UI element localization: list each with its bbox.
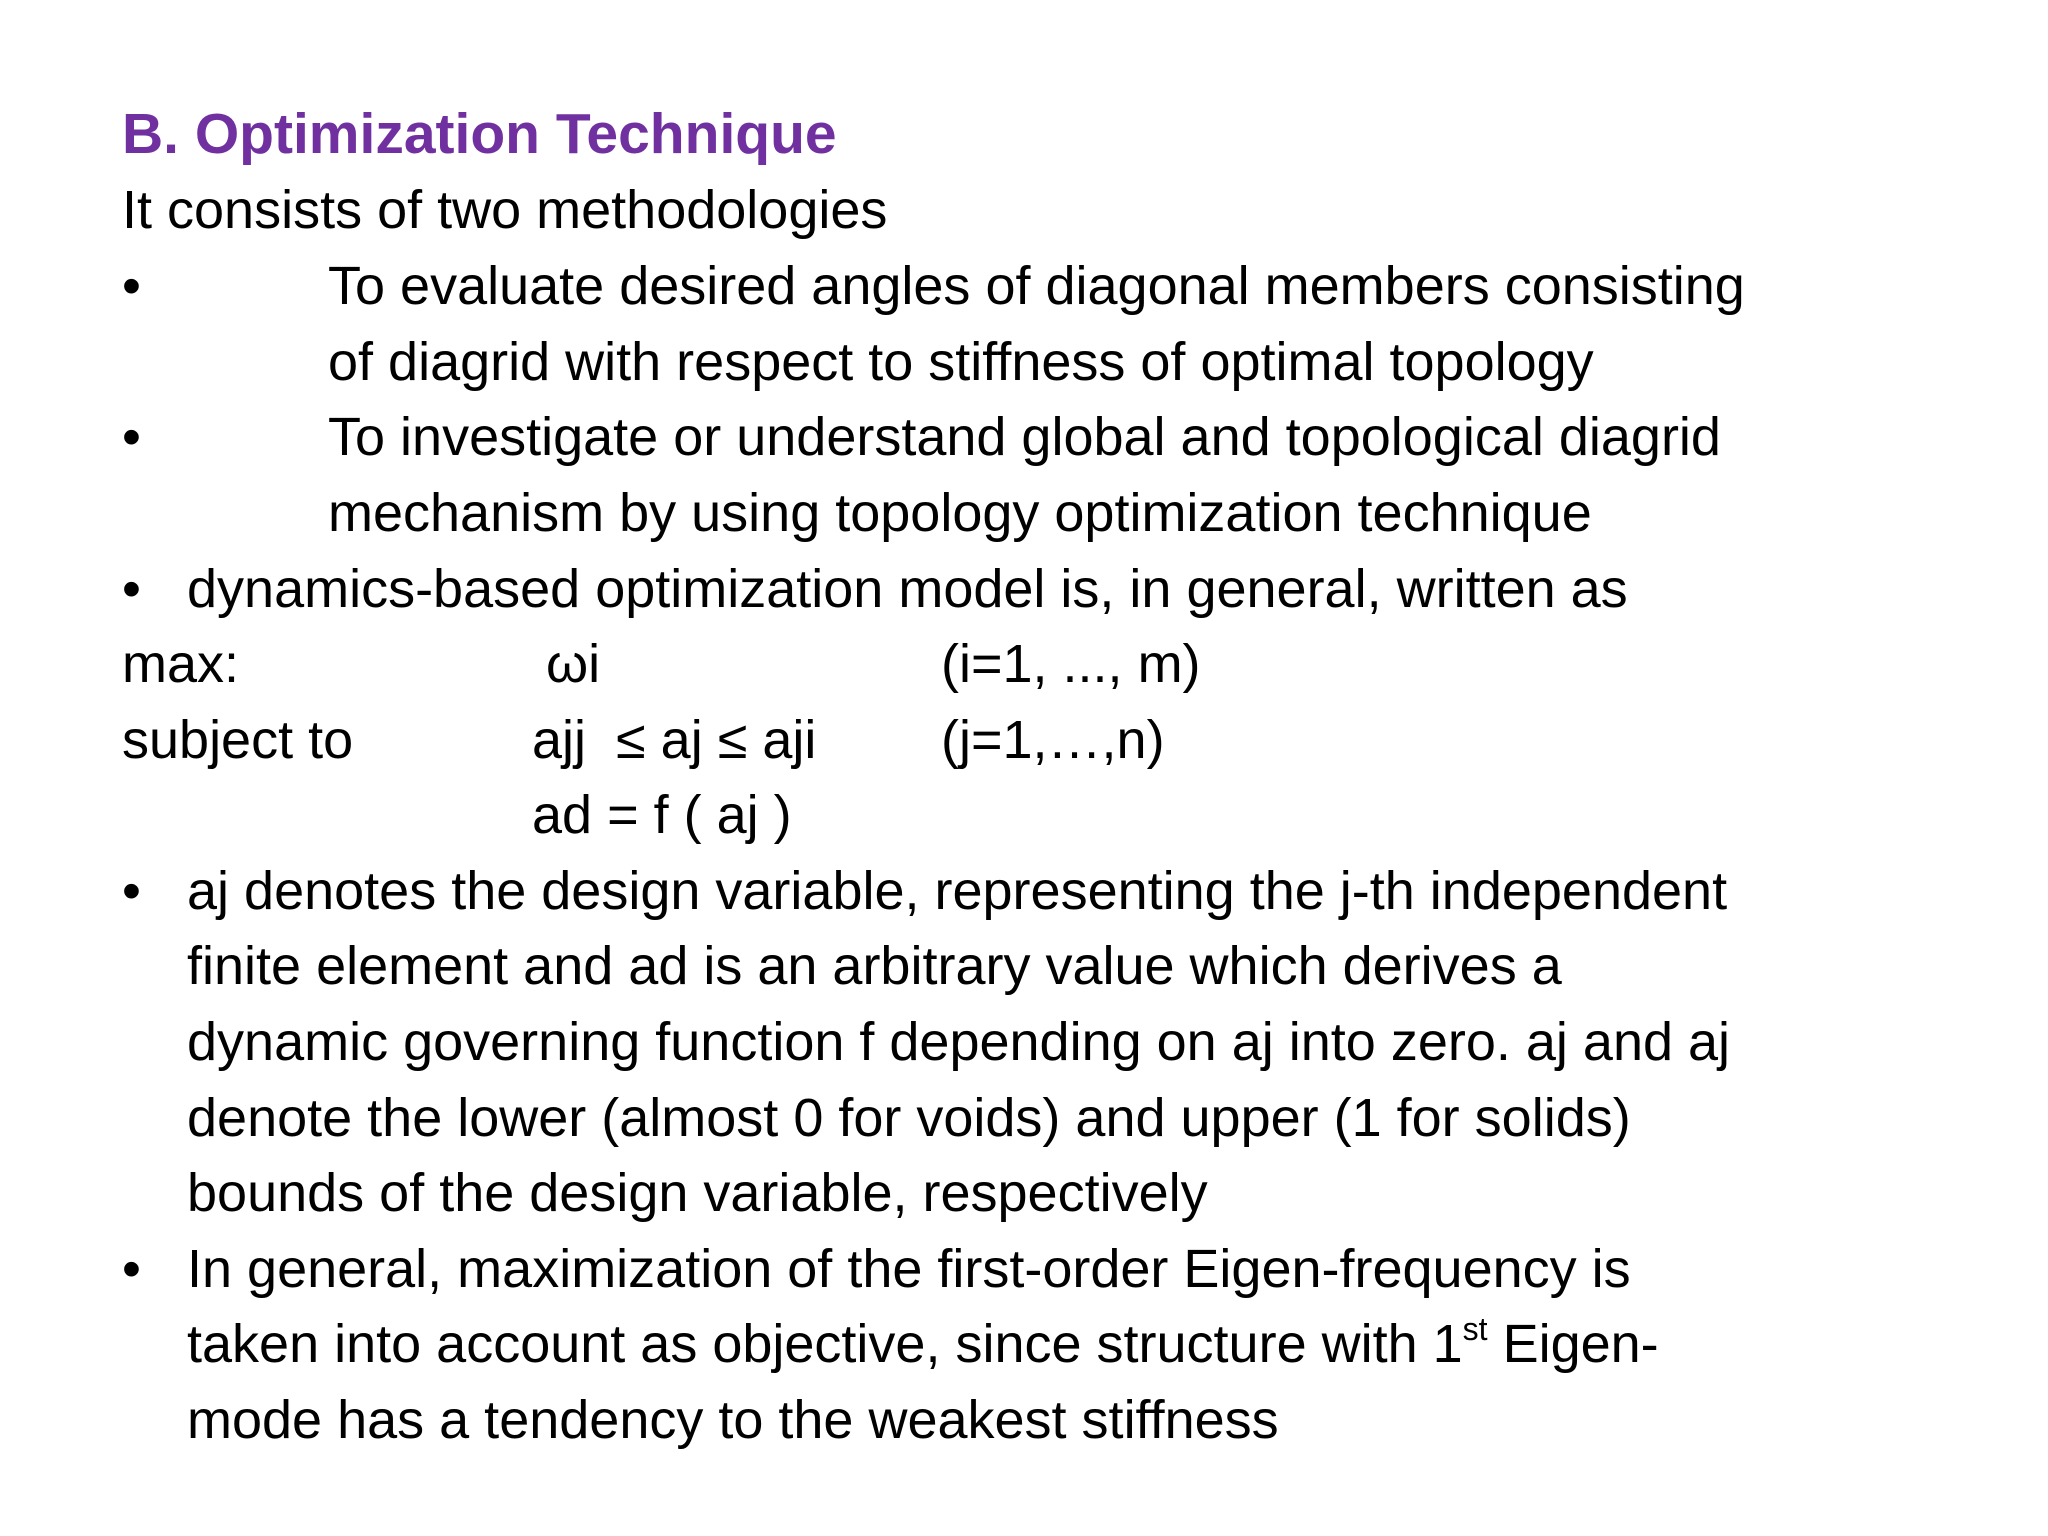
formula-row-1-range: (i=1, ..., m) xyxy=(941,634,1201,694)
formula-row-2-expr: ajj ≤ aj ≤ aji xyxy=(532,710,817,770)
method-1-line-2: of diagrid with respect to stiffness of optimal topology xyxy=(328,332,1594,392)
bullet-icon: • xyxy=(122,256,141,316)
conclusion-line-2 xyxy=(187,1306,1659,1382)
bullet-icon: • xyxy=(122,861,141,921)
formula-row-1-label: max: xyxy=(122,634,240,694)
conclusion-line-2-pre: taken into account as objective, since structure with 1 xyxy=(187,1314,1463,1374)
formula-row-3-expr: ad = f ( aj ) xyxy=(532,785,792,845)
bullet-icon: • xyxy=(122,407,141,467)
bullet-icon: • xyxy=(122,1239,141,1299)
method-1-line-1: To evaluate desired angles of diagonal members consisting xyxy=(328,256,1745,316)
superscript-st: st xyxy=(1462,1311,1488,1347)
explanation-line-5: bounds of the design variable, respectively xyxy=(187,1163,1208,1223)
conclusion-line-2-post: Eigen- xyxy=(1487,1314,1659,1374)
explanation-line-4: denote the lower (almost 0 for voids) and upper (1 for solids) xyxy=(187,1088,1631,1148)
bullet-icon: • xyxy=(122,559,141,619)
formula-row-2-range: (j=1,…,n) xyxy=(941,710,1165,770)
slide-title: B. Optimization Technique xyxy=(122,102,837,166)
model-intro: dynamics-based optimization model is, in general, written as xyxy=(187,559,1628,619)
conclusion-line-1: In general, maximization of the first-order Eigen-frequency is xyxy=(187,1239,1631,1299)
formula-row-2-label: subject to xyxy=(122,710,354,770)
explanation-line-2: finite element and ad is an arbitrary value which derives a xyxy=(187,936,1562,996)
conclusion-line-3: mode has a tendency to the weakest stiffness xyxy=(187,1390,1279,1450)
method-2-line-2: mechanism by using topology optimization technique xyxy=(328,483,1592,543)
explanation-line-1: aj denotes the design variable, representing the j-th independent xyxy=(187,861,1728,921)
explanation-line-3: dynamic governing function f depending on aj into zero. aj and aj xyxy=(187,1012,1731,1072)
intro-text: It consists of two methodologies xyxy=(122,180,888,240)
formula-row-1-expr: ωi xyxy=(546,634,601,694)
method-2-line-1: To investigate or understand global and topological diagrid xyxy=(328,407,1721,467)
